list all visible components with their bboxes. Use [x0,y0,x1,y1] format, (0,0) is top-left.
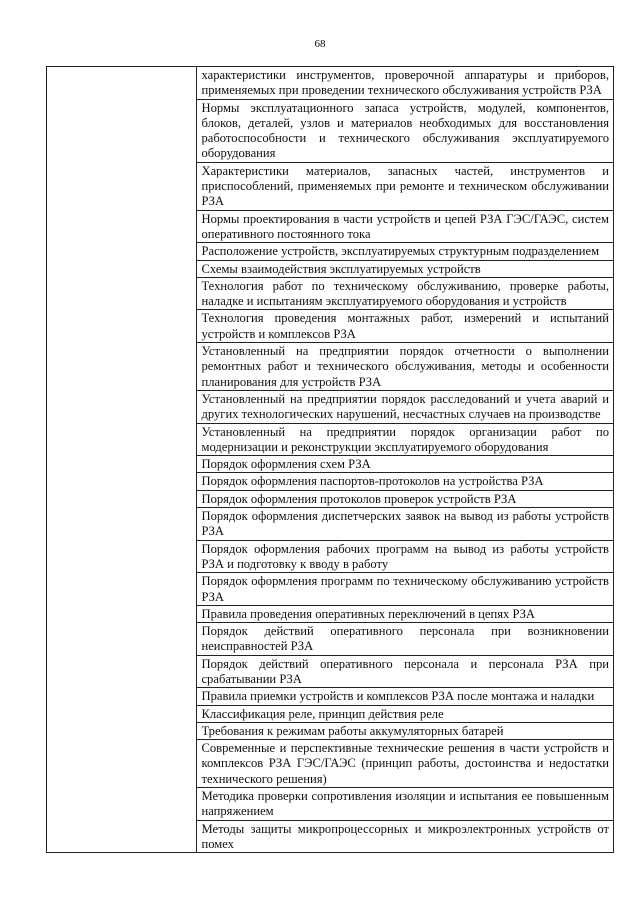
table-row: Порядок оформления рабочих программ на вывод из работы устройств РЗА и подготовку к вводу в работу [197,541,613,574]
table-row: Порядок оформления диспетчерских заявок на вывод из работы устройств РЗА [197,508,613,541]
table-row: Схемы взаимодействия эксплуатируемых устройств [197,261,613,278]
table-row: Современные и перспективные технические решения в части устройств и комплексов РЗА ГЭС/ГАЭС (принцип работы, достоинства и недостатки технического решения) [197,740,613,788]
table-row: Требования к режимам работы аккумуляторных батарей [197,723,613,740]
table-row: Установленный на предприятии порядок отчетности о выполнении ремонтных работ и технического обслуживания, методы и особенности планирования для устройств РЗА [197,343,613,391]
table-row: Характеристики материалов, запасных частей, инструментов и приспособлений, применяемых при ремонте и техническом обслуживании РЗА [197,163,613,211]
knowledge-table [46,66,614,853]
table-row: Нормы эксплуатационного запаса устройств, модулей, компонентов, блоков, деталей, узлов и материалов необходимых для восстановления работоспособности и технического обслуживания эксплуатируемого оборудования [197,100,613,163]
table-row: Установленный на предприятии порядок организации работ по модернизации и реконструкции эксплуатируемого оборудования [197,424,613,457]
table-row: Порядок оформления схем РЗА [197,456,613,473]
table-row: Методы защиты микропроцессорных и микроэлектронных устройств от помех [197,821,613,854]
table-left-column [46,67,197,853]
table-row: характеристики инструментов, проверочной аппаратуры и приборов, применяемых при проведении технического обслуживания устройств РЗА [197,67,613,100]
table-right-column [197,67,614,853]
table-row: Нормы проектирования в части устройств и цепей РЗА ГЭС/ГАЭС, систем оперативного постоянного тока [197,211,613,244]
table-row: Порядок действий оперативного персонала и персонала РЗА при срабатывании РЗА [197,656,613,689]
table-row: Установленный на предприятии порядок расследований и учета аварий и других технологических нарушений, несчастных случаев на производстве [197,391,613,424]
table-row: Классификация реле, принцип действия реле [197,706,613,723]
page-number: 68 [314,38,326,50]
table-row: Технология работ по техническому обслуживанию, проверке работы, наладке и испытаниям эксплуатируемого оборудования и устройств [197,278,613,311]
table-row: Порядок действий оперативного персонала при возникновении неисправностей РЗА [197,623,613,656]
table-row: Правила проведения оперативных переключений в цепях РЗА [197,606,613,623]
table-row: Методика проверки сопротивления изоляции и испытания ее повышенным напряжением [197,788,613,821]
table-row: Порядок оформления паспортов-протоколов на устройства РЗА [197,473,613,490]
table-row: Правила приемки устройств и комплексов РЗА после монтажа и наладки [197,688,613,705]
table-row: Порядок оформления программ по техническому обслуживанию устройств РЗА [197,573,613,606]
table-row: Порядок оформления протоколов проверок устройств РЗА [197,491,613,508]
table-row: Расположение устройств, эксплуатируемых структурным подразделением [197,243,613,260]
table-row: Технология проведения монтажных работ, измерений и испытаний устройств и комплексов РЗА [197,310,613,343]
